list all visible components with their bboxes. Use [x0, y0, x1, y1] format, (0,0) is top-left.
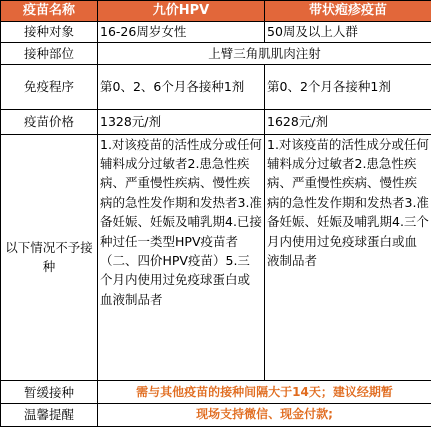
target-row — [1, 21, 431, 42]
header-hpv: 九价HPV — [98, 1, 265, 22]
schedule-hpv: 第0、2、6个月各接种1剂 — [98, 64, 265, 109]
reminder-row — [1, 403, 431, 426]
header-row — [1, 1, 431, 22]
contraindications-label: 以下情况不予接种 — [1, 134, 98, 380]
contraindications-shingles: 1.对该疫苗的活性成分或任何辅料成分过敏者2.患急性疾病、严重慢性疾病、慢性疾病的急性发作期和发热者3.准备妊娠、妊娠及哺乳期4.三个月内使用过免疫球蛋白或血液制品者 — [265, 134, 431, 380]
contraindications-hpv: 1.对该疫苗的活性成分或任何辅料成分过敏者2.患急性疾病、严重慢性疾病、慢性疾病的急性发作期和发热者3.准备妊娠、妊娠及哺乳期4.已接种过任一类型HPV疫苗者（二、四价HPV疫苗）5.三个月内使用过免疫球蛋白或血液制品者 — [98, 134, 265, 380]
price-hpv: 1328元/剂 — [98, 109, 265, 134]
site-row — [1, 42, 431, 64]
header-shingles: 带状疱疹疫苗 — [265, 1, 431, 22]
deferral-label: 暂缓接种 — [1, 381, 98, 404]
reminder-label: 温馨提醒 — [1, 403, 98, 426]
price-shingles: 1628元/剂 — [265, 109, 431, 134]
contraindications-row — [1, 134, 431, 380]
deferral-row — [1, 381, 431, 404]
target-label: 接种对象 — [1, 21, 98, 42]
price-row — [1, 109, 431, 134]
schedule-shingles: 第0、2个月各接种1剂 — [265, 64, 431, 109]
schedule-row — [1, 64, 431, 109]
deferral-value: 需与其他疫苗的接种间隔大于14天；建议经期暂 — [98, 381, 431, 404]
target-hpv: 16-26周岁女性 — [98, 21, 265, 42]
price-label: 疫苗价格 — [1, 109, 98, 134]
schedule-label: 免疫程序 — [1, 64, 98, 109]
target-shingles: 50周及以上人群 — [265, 21, 431, 42]
reminder-value: 现场支持微信、现金付款; — [98, 403, 431, 426]
site-value: 上臂三角肌肌肉注射 — [98, 42, 431, 64]
site-label: 接种部位 — [1, 42, 98, 64]
header-vaccine-name: 疫苗名称 — [1, 1, 98, 22]
